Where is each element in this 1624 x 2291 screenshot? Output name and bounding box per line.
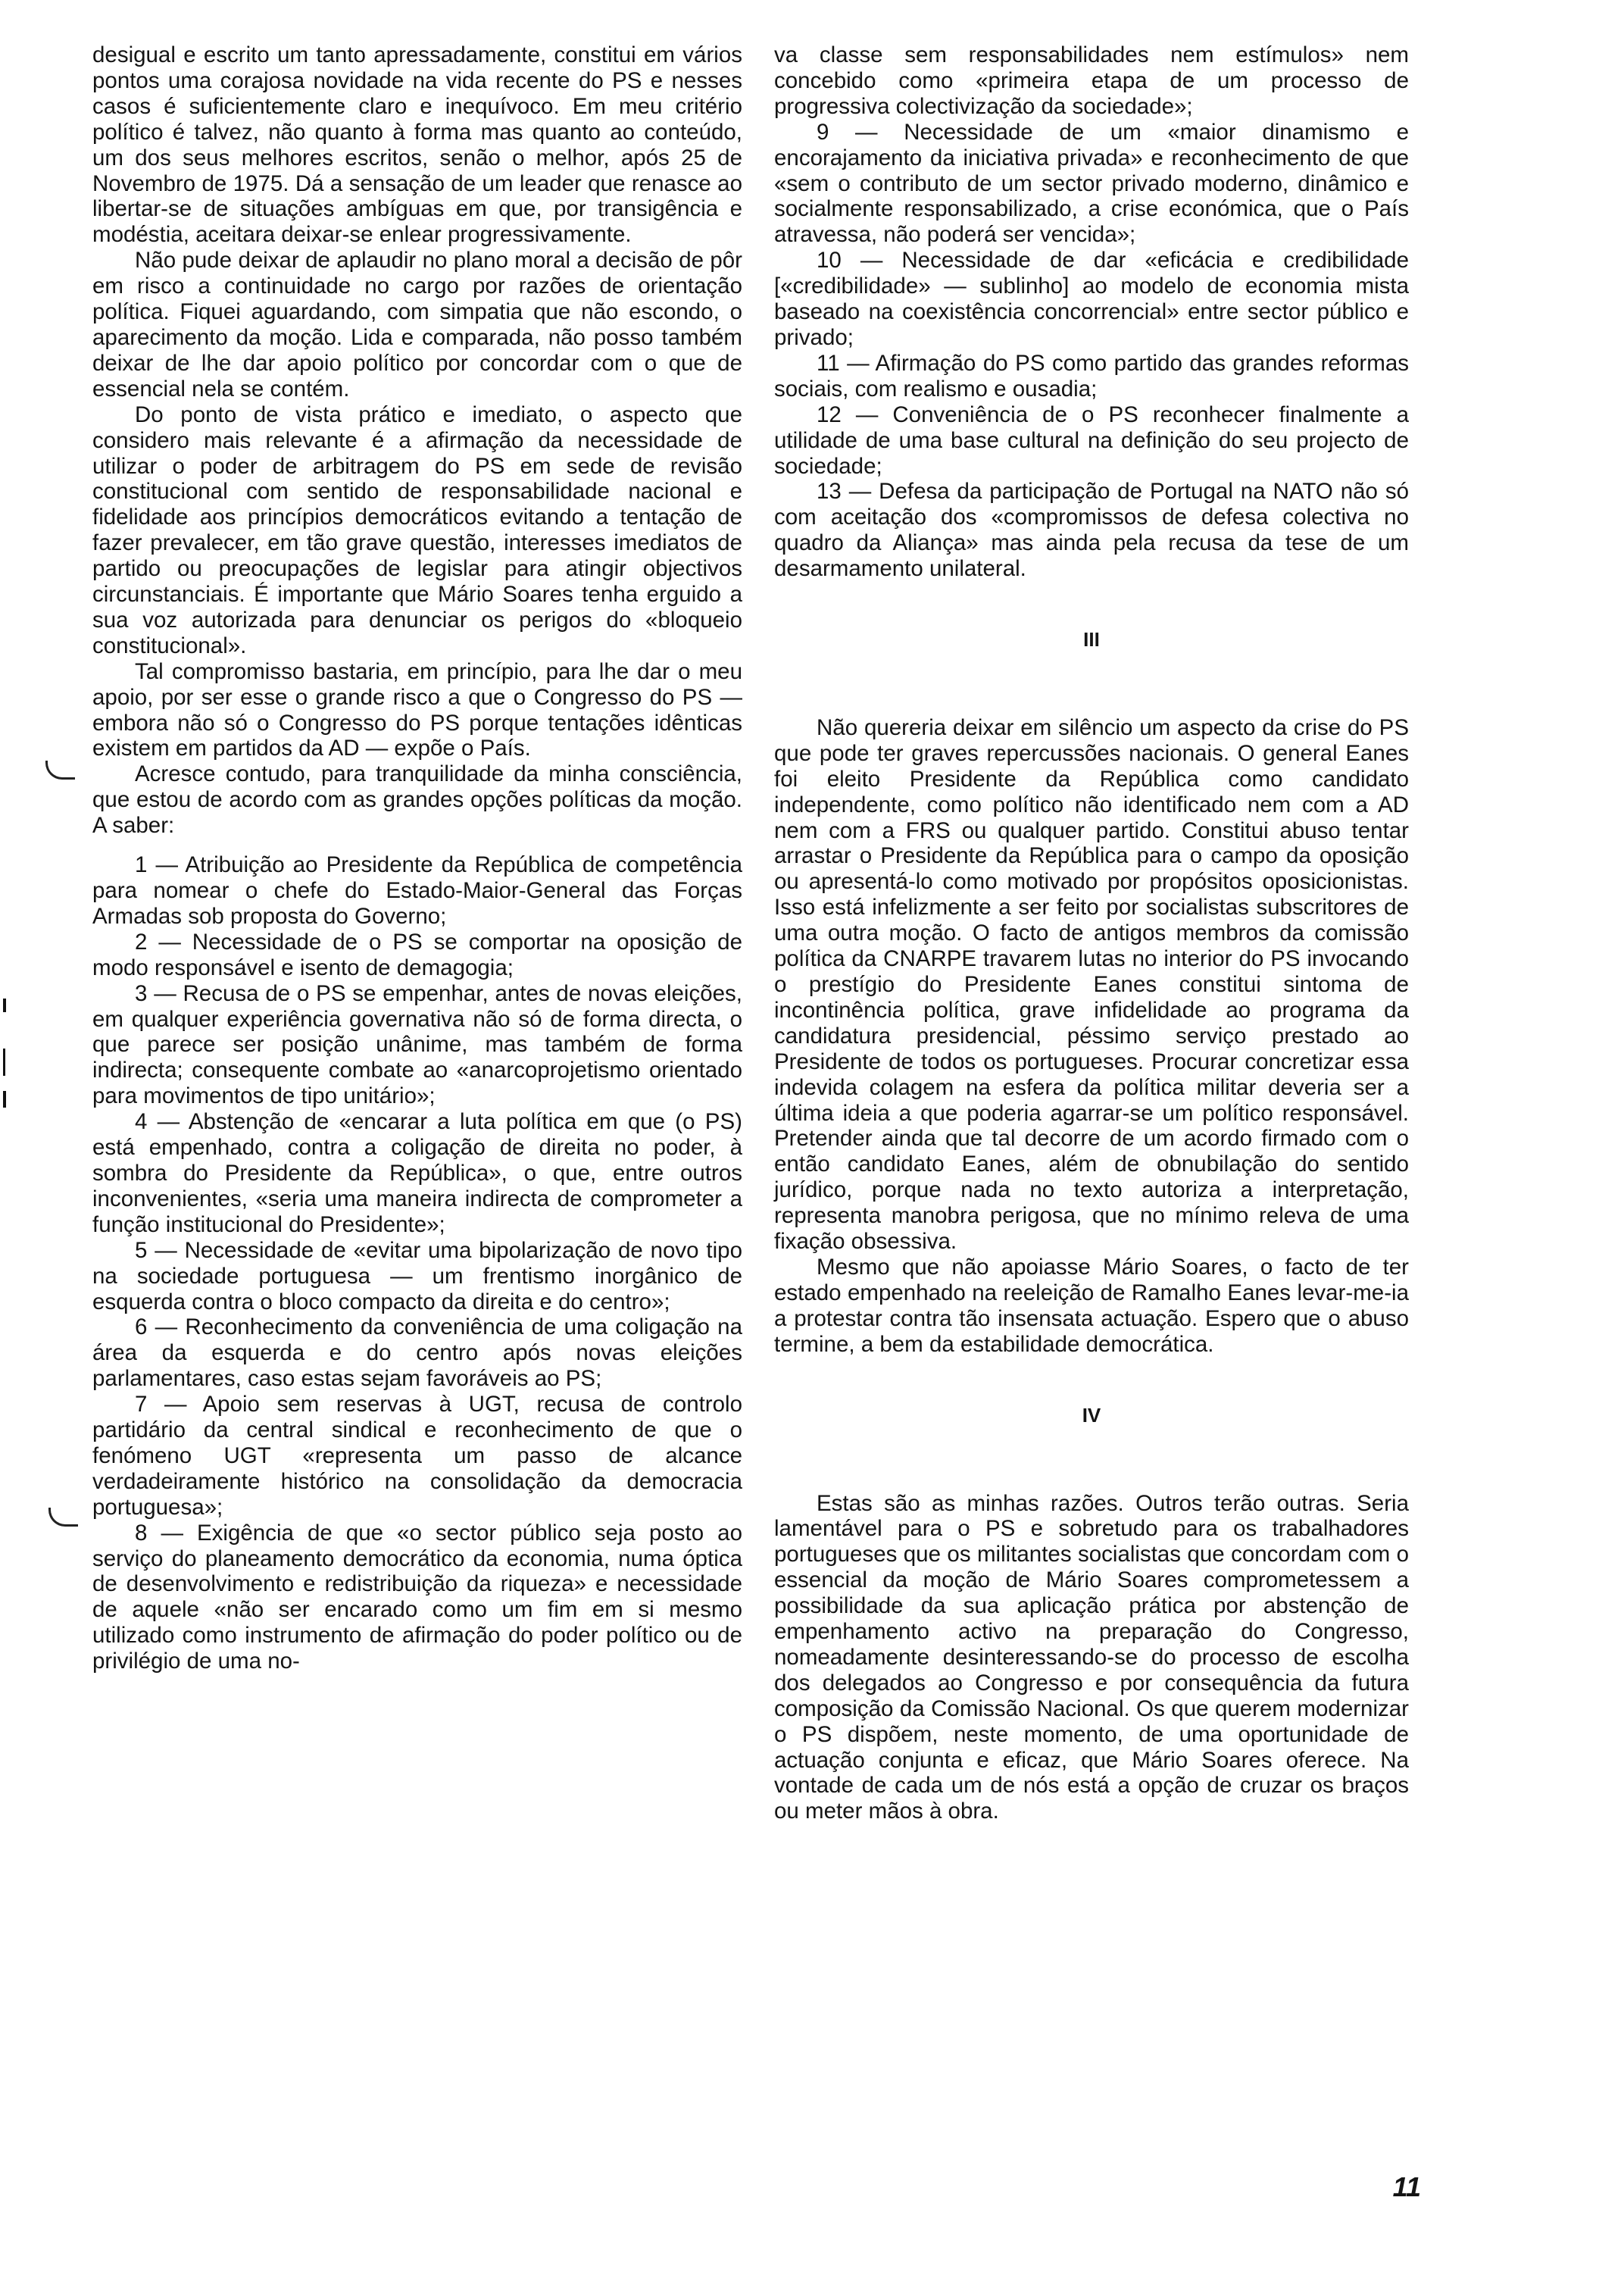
paragraph: Acresce contudo, para tranquilidade da minha consciência, que estou de acordo com as grandes opções políticas da moção. A saber: [92, 761, 742, 839]
list-item: 8 — Exigência de que «o sector público seja posto ao serviço do planeamento democrático da economia, numa óptica de desenvolvimento e redistribuição da riqueza» e necessidade de aquele «não ser encarado como um fim em si mesmo utilizado como instrumento de afirmação do poder político ou de privilégio de uma no- [92, 1520, 742, 1674]
paragraph: Não pude deixar de aplaudir no plano moral a decisão de pôr em risco a continuidade no cargo por razões de orientação política. Fiquei aguardando, com simpatia que não escondo, o aparecimento da moção. Lida e comparada, não posso também deixar de lhe dar apoio político por concordar com o que de essencial nela se contém. [92, 248, 742, 402]
paragraph: Mesmo que não apoiasse Mário Soares, o facto de ter estado empenhado na reeleição de Ramalho Eanes levar-me-ia a protestar contra tão insensata actuação. Espero que o abuso termine, a bem da estabilidade democrática. [774, 1254, 1409, 1357]
list-item: 4 — Abstenção de «encarar a luta política em que (o PS) está empenhado, contra a coligação de direita no poder, à sombra do Presidente da República», o que, entre outros inconvenientes, «seria uma maneira indirecta de comprometer a função institucional do Presidente»; [92, 1109, 742, 1237]
list-item: 12 — Conveniência de o PS reconhecer finalmente a utilidade de uma base cultural na definição do seu projecto de sociedade; [774, 402, 1409, 479]
margin-bracket-mark [45, 761, 75, 780]
list-item: 13 — Defesa da participação de Portugal na NATO não só com aceitação dos «compromissos de defesa colectiva no quadro da Aliança» mas ainda pela recusa da tese de um desarmamento unilateral. [774, 479, 1409, 582]
scan-mark [3, 999, 6, 1012]
list-item: 2 — Necessidade de o PS se comportar na oposição de modo responsável e isento de demagogia; [92, 929, 742, 980]
list-item: 5 — Necessidade de «evitar uma bipolarização de novo tipo na sociedade portuguesa — um frentismo inorgânico de esquerda contra o bloco compacto da direita e do centro»; [92, 1237, 742, 1314]
section-heading-iii: III [1083, 628, 1100, 652]
paragraph: Do ponto de vista prático e imediato, o aspecto que considero mais relevante é a afirmação da necessidade de utilizar o poder de arbitragem do PS em sede de revisão constitucional com sentido de responsabilidade nacional e fidelidade aos princípios democráticos evitando a tentação de fazer prevalecer, em tão grave questão, interesses imediatos de partido ou preocupações de legislar para atingir objectivos circunstanciais. É importante que Mário Soares tenha erguido a sua voz autorizada para denunciar os perigos do «bloqueio constitucional». [92, 402, 742, 658]
right-column [774, 42, 1409, 1824]
section-heading-iv: IV [1082, 1403, 1101, 1427]
scan-mark [3, 1091, 6, 1108]
list-item: 7 — Apoio sem reservas à UGT, recusa de controlo partidário da central sindical e reconhecimento de que o fenómeno UGT «representa um passo de alcance verdadeiramente histórico na consolidação da democracia portuguesa»; [92, 1392, 742, 1520]
paragraph: desigual e escrito um tanto apressadamente, constitui em vários pontos uma corajosa novidade na vida recente do PS e nesses casos é suficientemente claro e inequívoco. Em meu critério político é talvez, não quanto à forma mas quanto ao conteúdo, um dos seus melhores escritos, senão o melhor, após 25 de Novembro de 1975. Dá a sensação de um leader que renasce ao libertar-se de situações ambíguas em que, por transigência e modéstia, aceitara deixar-se enlear progressivamente. [92, 42, 742, 248]
paragraph: Estas são as minhas razões. Outros terão outras. Seria lamentável para o PS e sobretudo para os trabalhadores portugueses que os militantes socialistas que concordam com o essencial da moção de Mário Soares comprometessem a possibilidade da sua aplicação prática por abstenção de empenhamento activo na preparação do Congresso, nomeadamente desinteressando-se do processo de escolha dos delegados ao Congresso e por consequência da futura composição da Comissão Nacional. Os que querem modernizar o PS dispõem, neste momento, de uma oportunidade de actuação conjunta e eficaz, que Mário Soares oferece. Na vontade de cada um de nós está a opção de cruzar os braços ou meter mãos à obra. [774, 1490, 1409, 1824]
list-item: 1 — Atribuição ao Presidente da República de competência para nomear o chefe do Estado-Maior-General das Forças Armadas sob proposta do Governo; [92, 852, 742, 929]
list-item: 10 — Necessidade de dar «eficácia e credibilidade [«credibilidade» — sublinho] ao modelo de economia mista baseado na coexistência concorrencial» entre sector público e privado; [774, 248, 1409, 350]
list-item-continuation: va classe sem responsabilidades nem estímulos» nem concebido como «primeira etapa de um processo de progressiva colectivização da sociedade»; [774, 42, 1409, 119]
list-item: 6 — Reconhecimento da conveniência de uma coligação na área da esquerda e do centro após novas eleições parlamentares, caso estas sejam favoráveis ao PS; [92, 1314, 742, 1392]
paragraph: Não quereria deixar em silêncio um aspecto da crise do PS que pode ter graves repercussões nacionais. O general Eanes foi eleito Presidente da República como candidato independente, como político não identificado nem com a AD nem com a FRS ou qualquer partido. Constitui abuso tentar arrastar o Presidente da República para o campo da oposição ou apresentá-lo como motivado por propósitos oposicionistas. Isso está infelizmente a ser feito por socialistas subscritores de uma outra moção. O facto de antigos membros da comissão política da CNARPE travarem lutas no interior do PS invocando o prestígio do Presidente Eanes constitui sintoma de incontinência política, grave infidelidade ao programa da candidatura presidencial, péssimo serviço prestado ao Presidente de todos os portugueses. Procurar concretizar essa indevida colagem na esfera da política militar deveria ser a última ideia a que poderia agarrar-se um político responsável. Pretender ainda que tal decorre de um acordo firmado com o então candidato Eanes, além de obnubilação do sentido jurídico, porque nada no texto autoriza a interpretação, representa manobra perigosa, que no mínimo releva de uma fixação obsessiva. [774, 714, 1409, 1255]
list-item: 9 — Necessidade de um «maior dinamismo e encorajamento da iniciativa privada» e reconhecimento de que «sem o contributo de um sector privado moderno, dinâmico e socialmente responsabilizado, a crise económica, que o País atravessa, não poderá ser vencida»; [774, 119, 1409, 248]
paragraph: Tal compromisso bastaria, em princípio, para lhe dar o meu apoio, por ser esse o grande risco a que o Congresso do PS — embora não só o Congresso do PS porque tentações idênticas existem em partidos da AD — expõe o País. [92, 658, 742, 761]
margin-bracket-mark [48, 1508, 78, 1527]
list-item: 11 — Afirmação do PS como partido das grandes reformas sociais, com realismo e ousadia; [774, 350, 1409, 402]
left-column [92, 42, 742, 1674]
list-item: 3 — Recusa de o PS se empenhar, antes de novas eleições, em qualquer experiência governativa não só de forma directa, o que parece ser posição unânime, mas também de forma indirecta; consequente combate ao «anarcoprojetismo orientado para movimentos de tipo unitário»; [92, 980, 742, 1109]
page-number: 11 [1392, 2171, 1421, 2202]
scan-mark [3, 1049, 5, 1076]
